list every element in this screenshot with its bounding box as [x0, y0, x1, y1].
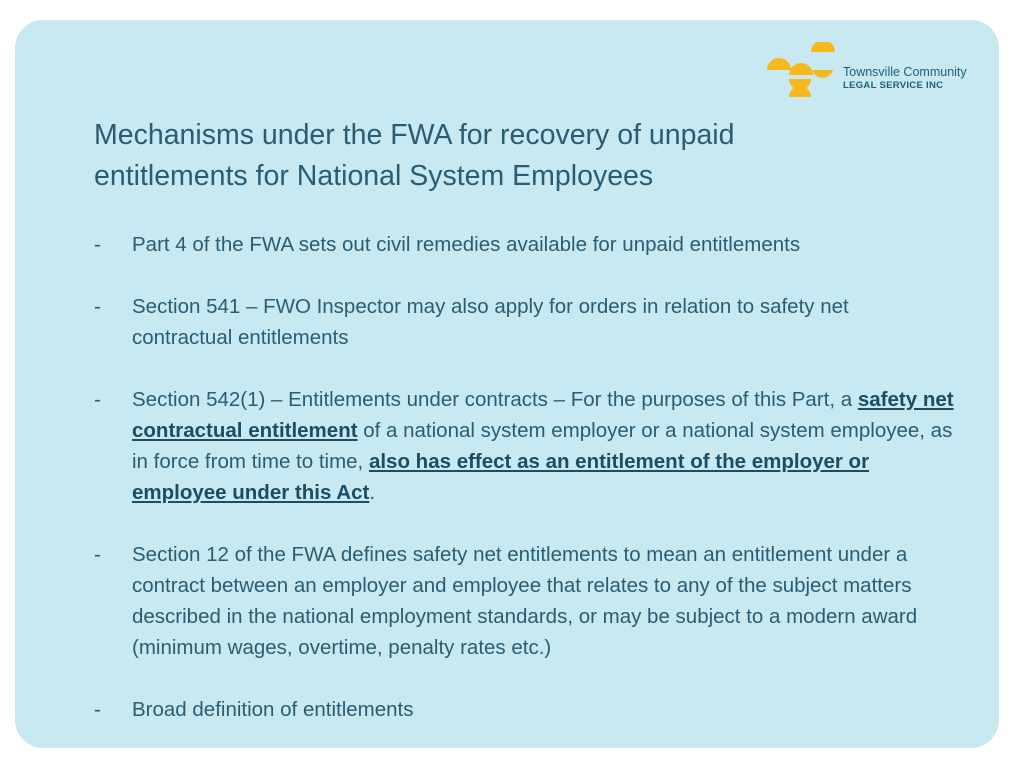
slide-title: [94, 115, 854, 197]
bullet-item: [94, 229, 954, 260]
bullet-dash: -: [94, 543, 101, 566]
bullet-item: [94, 291, 954, 353]
bullet-dash: -: [94, 233, 101, 256]
bullet-text: Section 542(1) – Entitlements under contracts – For the purposes of this Part, a: [132, 388, 858, 411]
bullet-dash: -: [94, 295, 101, 318]
bullet-text: .: [369, 481, 376, 504]
bullet-dash: -: [94, 698, 101, 721]
bullet-text: Section 12 of the FWA defines safety net entitlements to mean an entitlement under a contract between an employer and employee that relates to any of the subject matters described in the national employment standards, or may be subject to a modern award (minimum wages, overtime, penalty rates etc.): [132, 543, 918, 659]
bullet-item: [94, 694, 954, 725]
logo-name: Townsville Community: [843, 65, 967, 79]
slide-title-line1: Mechanisms under the FWA for recovery of unpaid: [94, 119, 735, 151]
bullet-text: Section 541 – FWO Inspector may also apply for orders in relation to safety net contractual entitlements: [132, 295, 849, 349]
organization-logo: [767, 42, 987, 102]
bullet-list: [94, 229, 954, 748]
bullet-item: [94, 384, 954, 508]
logo-text: [843, 65, 967, 93]
bullet-text: of a national system employer or a national system employee, as in force from time to time,: [132, 419, 953, 473]
bullet-text: Broad definition of entitlements: [132, 698, 414, 721]
bullet-text: Part 4 of the FWA sets out civil remedies available for unpaid entitlements: [132, 233, 801, 256]
logo-subname: LEGAL SERVICE INC: [843, 80, 944, 91]
emphasis-effect-as-entitlement: also has effect as an entitlement of the employer or employee under this Act: [132, 450, 870, 504]
slide-title-line2: entitlements for National System Employees: [94, 160, 654, 192]
emphasis-safety-net-contractual-entitlement: safety net contractual entitlement: [132, 388, 954, 442]
sun-logo-icon: [767, 42, 837, 102]
slide: [15, 20, 999, 748]
bullet-item: [94, 539, 954, 663]
bullet-dash: -: [94, 388, 101, 411]
